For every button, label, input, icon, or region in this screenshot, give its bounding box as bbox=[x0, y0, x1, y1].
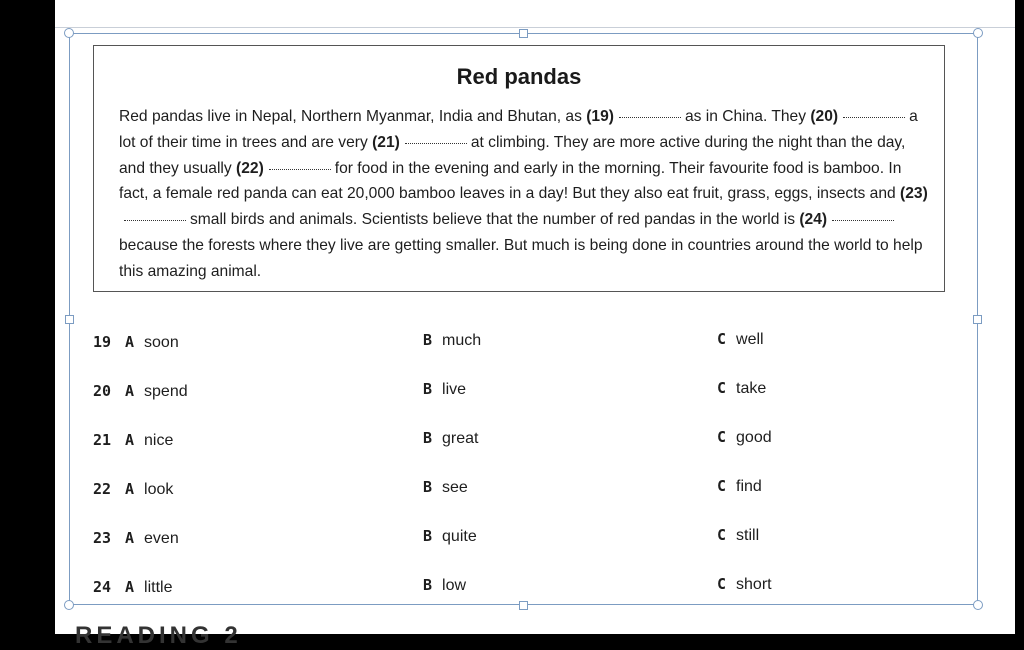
question-number: 19 bbox=[93, 333, 112, 351]
option-text: much bbox=[442, 332, 482, 349]
question-row bbox=[93, 575, 953, 602]
answer-gap bbox=[124, 220, 186, 221]
question-number: 20 bbox=[93, 382, 112, 400]
option-letter: B bbox=[423, 527, 433, 545]
gap-number: (22) bbox=[236, 159, 264, 177]
option-text: live bbox=[442, 381, 467, 398]
gap-number: (19) bbox=[586, 108, 614, 125]
next-section-heading: READING 2 bbox=[75, 622, 242, 649]
answer-option-c[interactable] bbox=[717, 575, 772, 594]
option-letter: C bbox=[717, 526, 727, 544]
answer-option-a[interactable] bbox=[125, 578, 172, 597]
option-letter: A bbox=[125, 333, 135, 351]
answer-option-a[interactable] bbox=[125, 529, 179, 548]
option-text: well bbox=[736, 331, 764, 348]
gap-number: (24) bbox=[799, 211, 828, 229]
resize-handle-middle-right[interactable] bbox=[973, 315, 982, 324]
gap-number: (23) bbox=[900, 185, 928, 203]
answer-gap bbox=[405, 143, 467, 144]
question-number: 22 bbox=[93, 480, 112, 498]
answer-option-a[interactable] bbox=[125, 333, 179, 352]
option-letter: C bbox=[717, 330, 727, 348]
top-divider bbox=[55, 27, 1015, 28]
passage-segment: as in China. They bbox=[684, 108, 811, 125]
option-text: still bbox=[736, 527, 760, 544]
gap-number: (21) bbox=[372, 133, 400, 151]
resize-handle-top-left[interactable] bbox=[64, 28, 74, 38]
option-text: find bbox=[736, 478, 762, 495]
passage-segment: Red pandas live in Nepal, Northern Myanmar, India and Bhutan, as bbox=[119, 108, 587, 125]
answer-option-c[interactable] bbox=[717, 477, 762, 496]
option-text: see bbox=[442, 479, 468, 496]
option-letter: A bbox=[125, 431, 135, 449]
answer-option-b[interactable] bbox=[423, 576, 466, 595]
question-number: 23 bbox=[93, 529, 112, 547]
answer-gap bbox=[269, 169, 331, 170]
passage-segment: because the forests where they live are getting smaller. But much is being done in countries around the world to help this amazing animal. bbox=[119, 236, 923, 280]
passage-segment: a lot of their time in trees and are very bbox=[119, 108, 918, 151]
answer-option-a[interactable] bbox=[125, 480, 173, 499]
option-letter: A bbox=[125, 529, 135, 547]
answer-option-b[interactable] bbox=[423, 429, 479, 448]
option-text: look bbox=[144, 481, 174, 498]
question-row bbox=[93, 428, 953, 455]
option-text: little bbox=[144, 579, 173, 596]
option-text: quite bbox=[442, 528, 477, 545]
answer-option-c[interactable] bbox=[717, 428, 772, 447]
answer-option-b[interactable] bbox=[423, 380, 466, 399]
option-letter: B bbox=[423, 429, 433, 447]
option-text: good bbox=[736, 429, 772, 446]
gap-number: (20) bbox=[810, 108, 839, 125]
option-letter: B bbox=[423, 576, 433, 594]
passage-segment: for food in the evening and early in the morning. Their favourite food is bamboo. In fact, a female red panda can eat 20,000 bamboo leaves in a day! But they also eat fruit, grass, eggs, insects and bbox=[119, 159, 902, 203]
option-letter: C bbox=[717, 477, 727, 495]
resize-handle-middle-left[interactable] bbox=[65, 315, 74, 324]
answer-option-a[interactable] bbox=[125, 382, 188, 401]
answer-option-a[interactable] bbox=[125, 431, 173, 450]
answer-gap bbox=[832, 220, 894, 221]
answer-option-c[interactable] bbox=[717, 526, 759, 545]
resize-handle-bottom-center[interactable] bbox=[519, 601, 528, 610]
passage-segment: small birds and animals. Scientists believe that the number of red pandas in the world is bbox=[190, 211, 800, 229]
question-row bbox=[93, 330, 953, 357]
question-row bbox=[93, 379, 953, 406]
option-text: soon bbox=[144, 334, 179, 351]
passage-box bbox=[93, 45, 945, 292]
option-text: spend bbox=[144, 383, 188, 400]
answer-option-b[interactable] bbox=[423, 331, 481, 350]
resize-handle-bottom-right[interactable] bbox=[973, 600, 983, 610]
document-page bbox=[55, 0, 1015, 649]
option-letter: A bbox=[125, 578, 135, 596]
answer-gap bbox=[619, 117, 681, 118]
resize-handle-top-center[interactable] bbox=[519, 29, 528, 38]
option-letter: B bbox=[423, 331, 433, 349]
answer-gap bbox=[843, 117, 905, 118]
option-letter: C bbox=[717, 428, 727, 446]
question-row bbox=[93, 477, 953, 504]
option-text: even bbox=[144, 530, 179, 547]
resize-handle-bottom-left[interactable] bbox=[64, 600, 74, 610]
passage-title: Red pandas bbox=[456, 64, 582, 89]
resize-handle-top-right[interactable] bbox=[973, 28, 983, 38]
option-text: great bbox=[442, 430, 479, 447]
passage-text bbox=[119, 104, 931, 285]
passage-segment: at climbing. They are more active during the night than the day, and they usually bbox=[119, 133, 906, 177]
option-text: nice bbox=[144, 432, 174, 449]
option-letter: C bbox=[717, 379, 727, 397]
option-text: short bbox=[736, 576, 772, 593]
option-letter: A bbox=[125, 382, 135, 400]
option-text: take bbox=[736, 380, 767, 397]
answer-option-c[interactable] bbox=[717, 379, 766, 398]
answer-option-c[interactable] bbox=[717, 330, 764, 349]
answer-option-b[interactable] bbox=[423, 527, 477, 546]
option-letter: B bbox=[423, 380, 433, 398]
answer-option-b[interactable] bbox=[423, 478, 468, 497]
question-number: 24 bbox=[93, 578, 112, 596]
question-number: 21 bbox=[93, 431, 112, 449]
option-letter: C bbox=[717, 575, 727, 593]
option-letter: B bbox=[423, 478, 433, 496]
question-row bbox=[93, 526, 953, 553]
option-letter: A bbox=[125, 480, 135, 498]
option-text: low bbox=[442, 577, 467, 594]
